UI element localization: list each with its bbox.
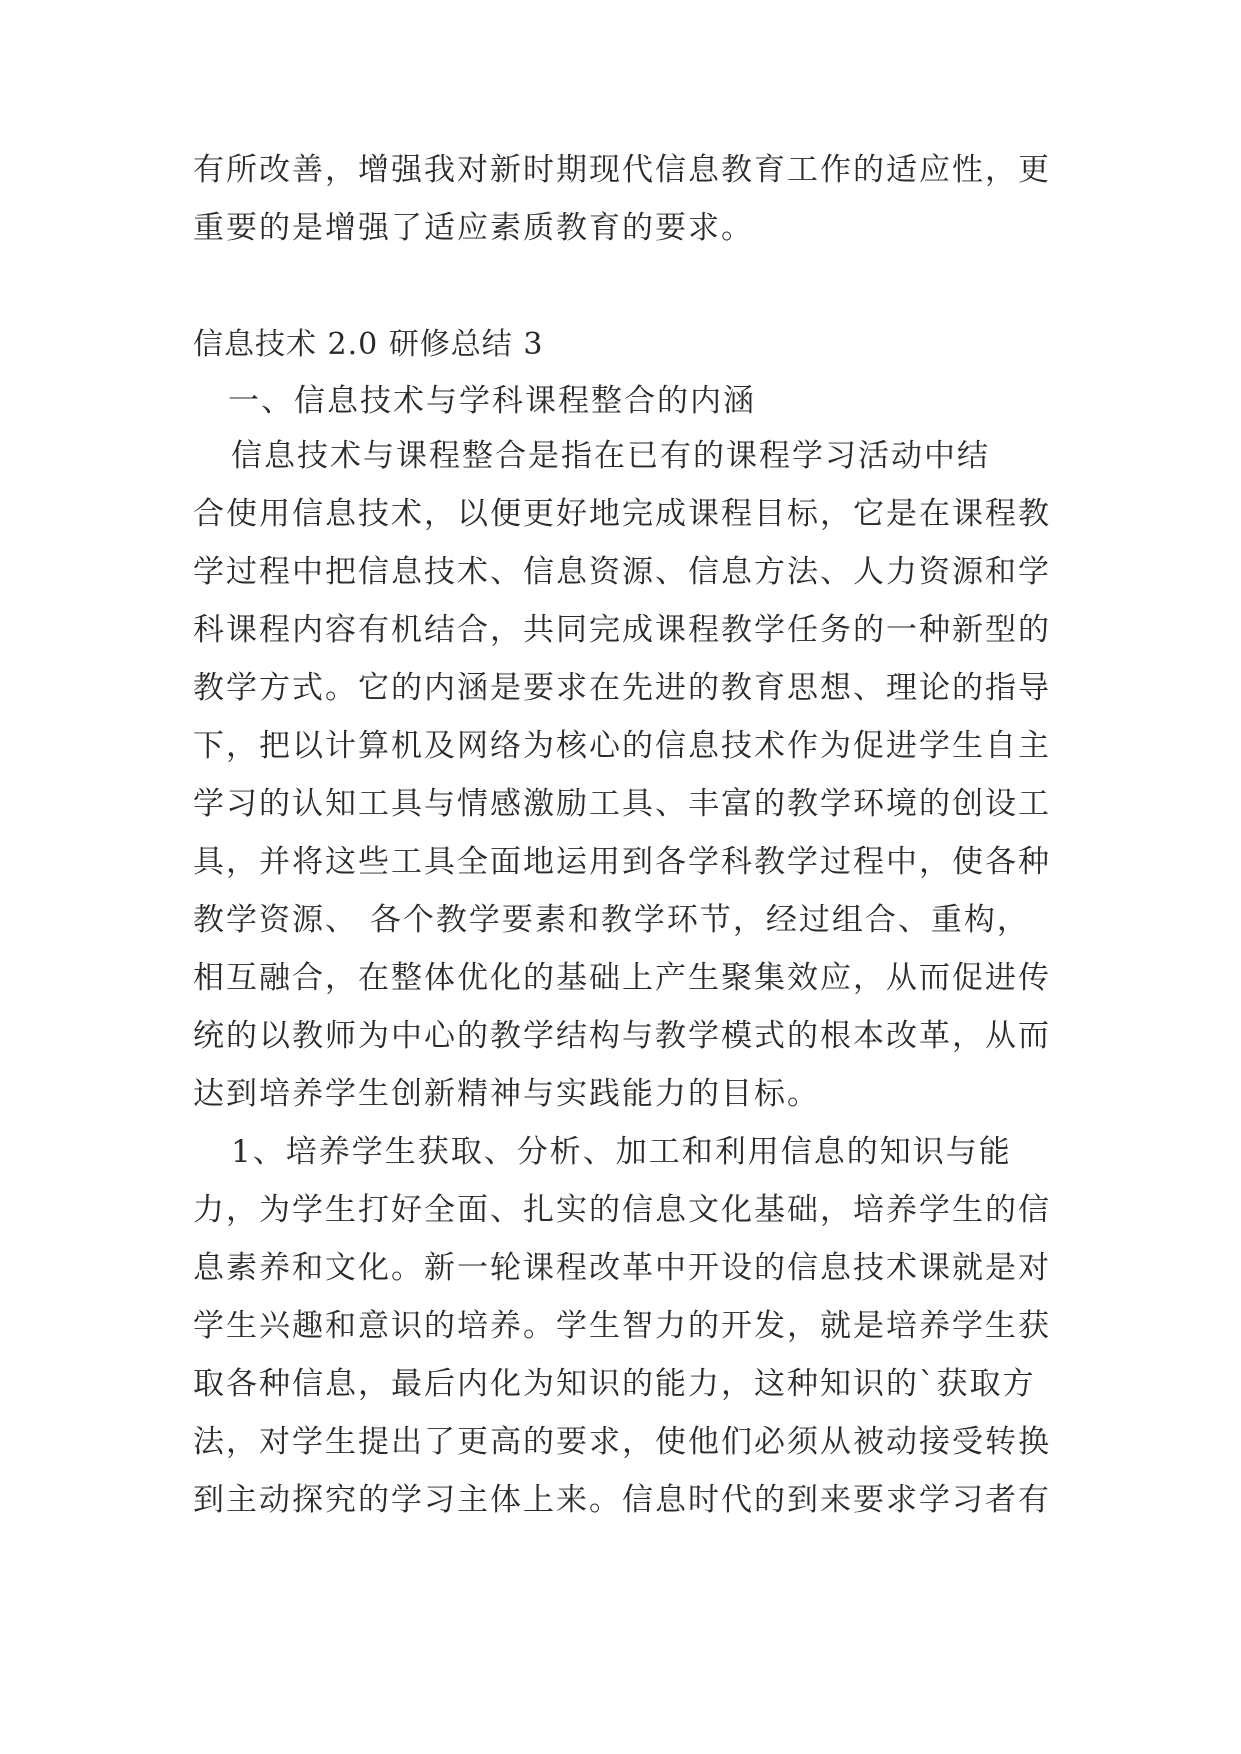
subheading: 一、信息技术与学科课程整合的内涵 [228,383,756,419]
paragraph2-line-2: 力，为学生打好全面、扎实的信息文化基础，培养学生的信 [193,1192,1051,1228]
paragraph1-line-2: 合使用信息技术，以便更好地完成课程目标，它是在课程教 [193,496,1051,532]
paragraph1-line-1: 信息技术与课程整合是指在已有的课程学习活动中结 [231,438,990,474]
paragraph1-line-7: 学习的认知工具与情感激励工具、丰富的教学环境的创设工 [193,786,1051,822]
intro-line-1: 有所改善，增强我对新时期现代信息教育工作的适应性，更 [193,152,1051,188]
paragraph1-line-4: 科课程内容有机结合，共同完成课程教学任务的一种新型的 [193,612,1051,648]
paragraph2-line-4: 学生兴趣和意识的培养。学生智力的开发，就是培养学生获 [193,1308,1051,1344]
paragraph2-line-3: 息素养和文化。新一轮课程改革中开设的信息技术课就是对 [193,1250,1051,1286]
paragraph1-line-12: 达到培养学生创新精神与实践能力的目标。 [193,1076,820,1112]
paragraph1-line-3: 学过程中把信息技术、信息资源、信息方法、人力资源和学 [193,554,1051,590]
intro-line-2: 重要的是增强了适应素质教育的要求。 [193,210,754,246]
paragraph1-line-6: 下，把以计算机及网络为核心的信息技术作为促进学生自主 [193,728,1051,764]
section-title: 信息技术 2.0 研修总结 3 [193,327,544,362]
paragraph2-line-7: 到主动探究的学习主体上来。信息时代的到来要求学习者有 [193,1482,1051,1518]
paragraph1-line-10: 相互融合，在整体优化的基础上产生聚集效应，从而促进传 [193,960,1051,996]
paragraph2-line-6: 法，对学生提出了更高的要求，使他们必须从被动接受转换 [193,1424,1051,1460]
paragraph1-line-11: 统的以教师为中心的教学结构与教学模式的根本改革，从而 [193,1018,1051,1054]
paragraph2-line-5: 取各种信息，最后内化为知识的能力，这种知识的`获取方 [193,1366,1036,1402]
paragraph1-line-8: 具，并将这些工具全面地运用到各学科教学过程中，使各种 [193,844,1051,880]
paragraph2-line-1: 1、培养学生获取、分析、加工和利用信息的知识与能 [231,1134,1012,1170]
paragraph1-line-9: 教学资源、 各个教学要素和教学环节，经过组合、重构， [193,902,1030,938]
paragraph1-line-5: 教学方式。它的内涵是要求在先进的教育思想、理论的指导 [193,670,1051,706]
